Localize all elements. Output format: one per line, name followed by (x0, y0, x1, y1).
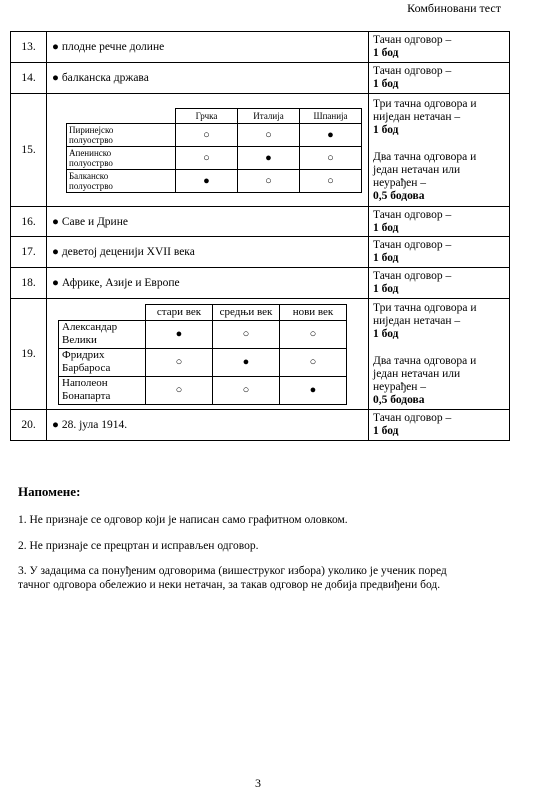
score-cell (369, 207, 510, 237)
row-label (59, 320, 146, 348)
answer-text: ● 28. јула 1914. (47, 410, 369, 441)
row-label-line: Барбароса (62, 362, 111, 374)
table-row (11, 268, 510, 299)
score-line: Два тачна одговора и (373, 150, 477, 163)
matching-table-eras (58, 304, 347, 405)
row-label-line: Наполеон (62, 377, 108, 389)
answer-mark: ● (213, 348, 280, 376)
score-line: Два тачна одговора и (373, 354, 477, 367)
table-row (11, 207, 510, 237)
question-number: 17. (11, 237, 47, 268)
answer-mark: ○ (280, 348, 347, 376)
score-points: 1 бод (373, 327, 399, 340)
row-label (67, 169, 176, 192)
table-row (11, 410, 510, 441)
matrix-row (59, 348, 347, 376)
table-row (11, 63, 510, 94)
score-points: 1 бод (373, 123, 399, 136)
header-title: Комбиновани тест (407, 1, 501, 15)
row-label-line: Балканско (69, 170, 109, 181)
question-number: 19. (11, 299, 47, 410)
table-row (11, 32, 510, 63)
table-row (11, 237, 510, 268)
answer-matrix-cell (47, 299, 369, 410)
score-line: Тачан одговор – (373, 208, 452, 221)
score-points: 0,5 бодова (373, 393, 425, 406)
score-points: 1 бод (373, 78, 399, 90)
question-number: 16. (11, 207, 47, 237)
note-2: 2. Не признаје се прецртан и исправљен одговор. (18, 540, 259, 552)
note-1: 1. Не признаје се одговор који је написан само графитном оловком. (18, 514, 348, 526)
row-label (67, 123, 176, 146)
row-label-line: полуострво (69, 134, 113, 145)
column-header: стари век (146, 304, 213, 320)
answer-text: ● балканска држава (47, 63, 369, 94)
score-line: један нетачан или (373, 367, 461, 380)
score-points: 1 бод (373, 283, 399, 295)
table-row (11, 94, 510, 207)
answer-mark: ○ (176, 146, 238, 169)
row-label (59, 348, 146, 376)
score-points: 1 бод (373, 425, 399, 437)
column-header: Шпанија (300, 108, 362, 123)
row-label (67, 146, 176, 169)
page-number: 3 (255, 776, 261, 790)
score-line: Тачан одговор – (373, 65, 452, 77)
column-header: Грчка (176, 108, 238, 123)
answer-mark: ● (300, 123, 362, 146)
column-header: средњи век (213, 304, 280, 320)
row-label-line: полуострво (69, 157, 113, 168)
answer-text: ● Саве и Дрине (47, 207, 369, 237)
score-line: неурађен – (373, 176, 427, 189)
score-cell (369, 268, 510, 299)
matching-table-peninsulas (66, 108, 362, 193)
matrix-row (67, 123, 362, 146)
answer-matrix-cell (47, 94, 369, 207)
score-line: Тачан одговор – (373, 412, 452, 424)
answer-mark: ○ (213, 320, 280, 348)
answer-mark: ○ (280, 320, 347, 348)
matrix-row (59, 376, 347, 404)
answer-mark: ○ (300, 146, 362, 169)
note-3 (18, 564, 488, 592)
answer-mark: ○ (238, 123, 300, 146)
column-header: нови век (280, 304, 347, 320)
row-label-line: Фридрих (62, 349, 105, 361)
answer-text: ● деветој деценији XVII века (47, 237, 369, 268)
score-line: Тачан одговор – (373, 34, 452, 46)
answer-text: ● Африке, Азије и Европе (47, 268, 369, 299)
answer-mark: ○ (238, 169, 300, 192)
answer-mark: ○ (146, 348, 213, 376)
table-row (11, 299, 510, 410)
row-label-line: Александар (62, 321, 118, 333)
question-number: 20. (11, 410, 47, 441)
matrix-row (67, 146, 362, 169)
score-line: Тачан одговор – (373, 239, 452, 251)
row-label-line: Велики (62, 334, 97, 346)
score-points: 1 бод (373, 221, 399, 234)
score-points: 1 бод (373, 252, 399, 264)
score-points: 0,5 бодова (373, 189, 425, 202)
score-line: ниједан нетачан – (373, 314, 461, 327)
answer-text: ● плодне речне долине (47, 32, 369, 63)
score-cell (369, 94, 510, 207)
row-label-line: полуострво (69, 180, 113, 191)
score-line: Три тачна одговора и (373, 97, 477, 110)
score-line: неурађен – (373, 380, 427, 393)
question-number: 15. (11, 94, 47, 207)
row-label (59, 376, 146, 404)
question-number: 13. (11, 32, 47, 63)
note-3-line: тачног одговора обележио и неки нетачан, за такав одговор не добија предвиђени бод. (18, 579, 441, 591)
answer-mark: ○ (300, 169, 362, 192)
score-cell (369, 32, 510, 63)
answer-mark: ● (280, 376, 347, 404)
matrix-row (67, 169, 362, 192)
answer-mark: ○ (146, 376, 213, 404)
score-points: 1 бод (373, 47, 399, 59)
score-line: Тачан одговор – (373, 270, 452, 282)
score-line: ниједан нетачан – (373, 110, 461, 123)
score-line: Три тачна одговора и (373, 301, 477, 314)
score-cell (369, 63, 510, 94)
answer-mark: ○ (176, 123, 238, 146)
answer-mark: ● (146, 320, 213, 348)
row-label-line: Бонапарта (62, 390, 111, 402)
row-label-line: Пиринејско (69, 124, 114, 135)
question-number: 18. (11, 268, 47, 299)
score-cell (369, 237, 510, 268)
answer-mark: ○ (213, 376, 280, 404)
notes-heading: Напомене: (18, 484, 81, 499)
score-cell (369, 299, 510, 410)
answer-mark: ● (176, 169, 238, 192)
note-3-line: 3. У задацима са понуђеним одговорима (вишеструког избора) уколико је ученик поред (18, 565, 447, 577)
row-label-line: Апенинско (69, 147, 112, 158)
column-header: Италија (238, 108, 300, 123)
answer-mark: ● (238, 146, 300, 169)
matrix-row (59, 320, 347, 348)
score-cell (369, 410, 510, 441)
score-line: један нетачан или (373, 163, 461, 176)
question-number: 14. (11, 63, 47, 94)
answer-key-table (10, 31, 510, 441)
